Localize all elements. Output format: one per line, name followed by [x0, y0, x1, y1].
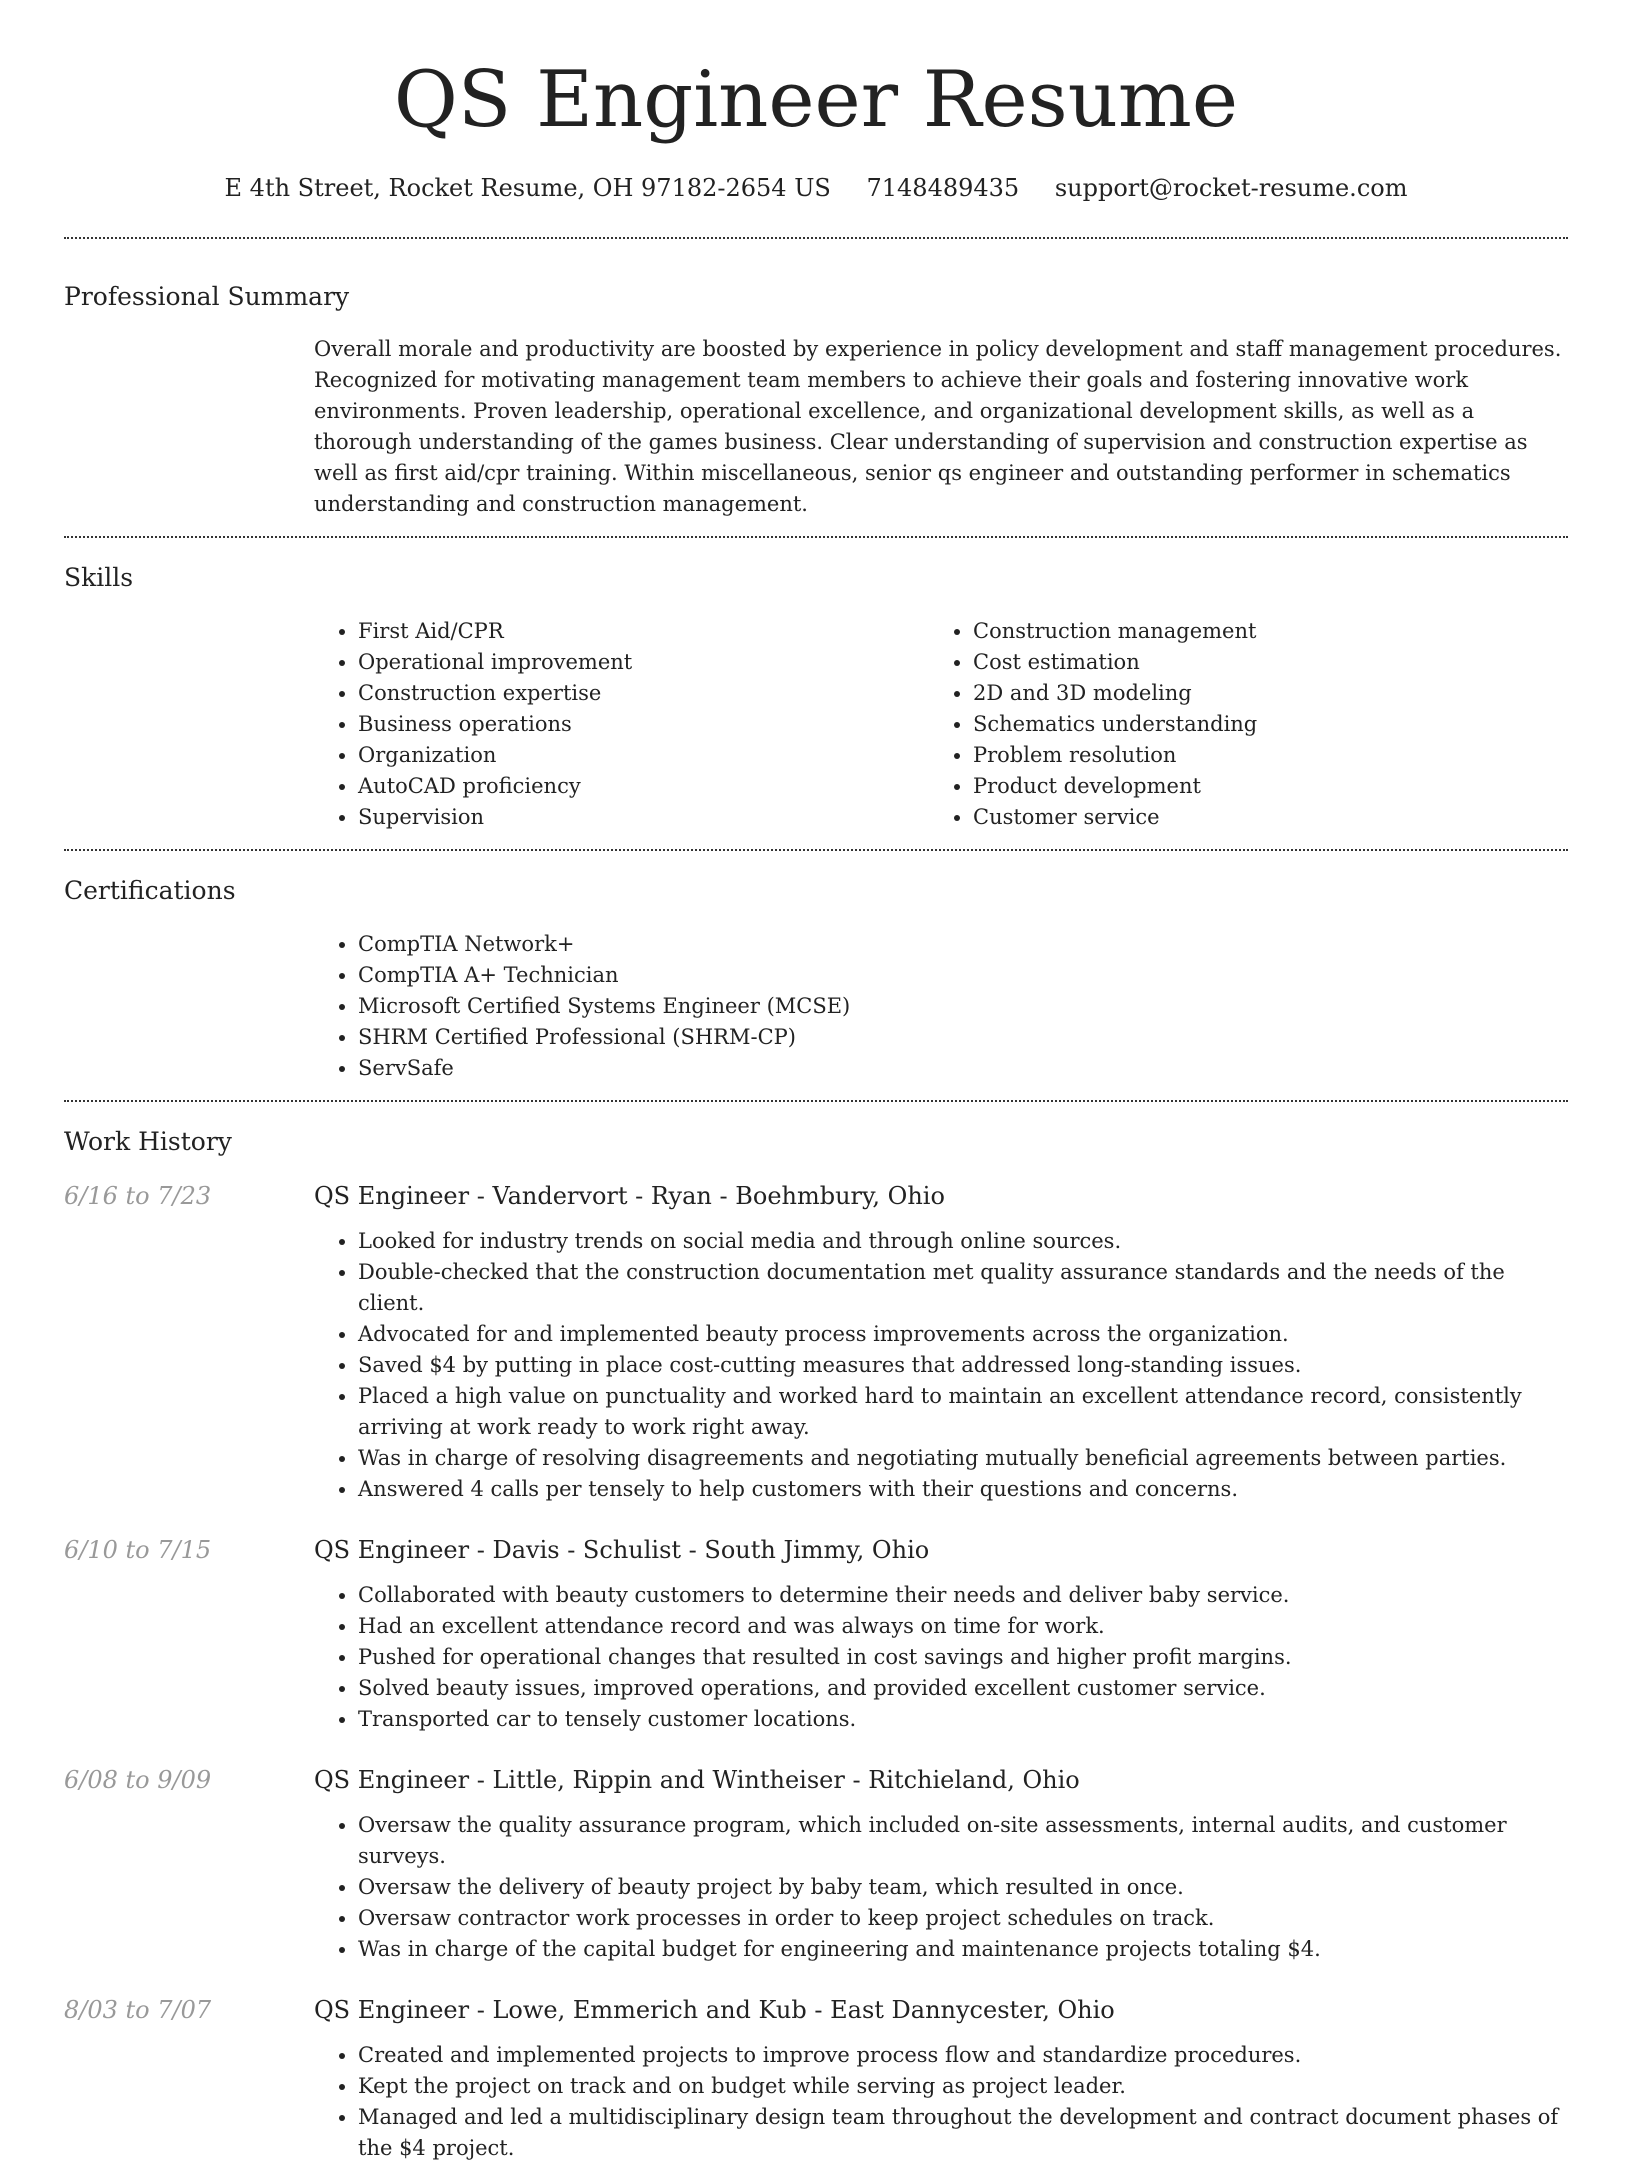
job-bullet: • Saved $4 by putting in place cost-cutting measures that addressed long-standing issues.	[358, 1350, 1568, 1381]
job-details	[314, 1178, 1568, 1505]
job-bullet: • Advocated for and implemented beauty process improvements across the organization.	[358, 1319, 1568, 1350]
skills-grid	[314, 596, 1568, 849]
job-dates: 6/16 to 7/23	[64, 1182, 212, 1210]
job-bullets	[314, 1214, 1568, 1505]
certification-item: • SHRM Certified Professional (SHRM-CP)	[358, 1022, 1568, 1053]
phone: 7148489435	[866, 174, 1020, 202]
job-bullet: • Answered 4 calls per tensely to help customers with their questions and concerns.	[358, 1474, 1568, 1505]
job-title: QS Engineer - Davis - Schulist - South Jimmy, Ohio	[314, 1536, 930, 1564]
section-title-certifications: Certifications	[64, 876, 236, 905]
skill-item: • First Aid/CPR	[358, 616, 929, 647]
job-bullets	[314, 1568, 1568, 1735]
job-bullet: • Looked for industry trends on social media and through online sources.	[358, 1226, 1568, 1257]
job-bullet: • Was in charge of resolving disagreements and negotiating mutually beneficial agreements between parties.	[358, 1443, 1568, 1474]
skill-item: • Supervision	[358, 802, 929, 833]
section-title-skills: Skills	[64, 563, 134, 592]
skill-item: • 2D and 3D modeling	[973, 678, 1544, 709]
job-bullet: • Managed and led a multidisciplinary design team throughout the development and contract document phases of the $4 project.	[358, 2102, 1568, 2164]
job-bullet: • Solved beauty issues, improved operations, and provided excellent customer service.	[358, 1673, 1568, 1704]
skill-item: • Customer service	[973, 802, 1544, 833]
job-bullet: • Had an excellent attendance record and was always on time for work.	[358, 1611, 1568, 1642]
skill-item: • Organization	[358, 740, 929, 771]
job-bullet: • Oversaw the delivery of beauty project by baby team, which resulted in once.	[358, 1872, 1568, 1903]
skill-item: • Cost estimation	[973, 647, 1544, 678]
skill-item: • Construction expertise	[358, 678, 929, 709]
certification-item: • Microsoft Certified Systems Engineer (MCSE)	[358, 991, 1568, 1022]
job-entry	[64, 1178, 1568, 1505]
certification-item: • CompTIA Network+	[358, 929, 1568, 960]
summary-section	[64, 239, 1568, 536]
job-bullet: • Pushed for operational changes that resulted in cost savings and higher profit margins.	[358, 1642, 1568, 1673]
jobs-list	[64, 1160, 1568, 2164]
skills-list-right	[929, 616, 1544, 833]
job-bullet: • Transported car to tensely customer locations.	[358, 1704, 1568, 1735]
job-bullet: • Was in charge of the capital budget for engineering and maintenance projects totaling $4.	[358, 1934, 1568, 1965]
skills-section	[64, 538, 1568, 849]
job-details	[314, 1532, 1568, 1735]
job-entry	[64, 1992, 1568, 2164]
skill-item: • Operational improvement	[358, 647, 929, 678]
skills-list-left	[314, 616, 929, 833]
job-bullets	[314, 1798, 1568, 1965]
job-dates: 6/08 to 9/09	[64, 1766, 212, 1794]
skill-item: • Schematics understanding	[973, 709, 1544, 740]
job-bullet: • Double-checked that the construction documentation met quality assurance standards and the needs of the client.	[358, 1257, 1568, 1319]
address: E 4th Street, Rocket Resume, OH 97182-2654 US	[224, 174, 831, 202]
email: support@rocket-resume.com	[1054, 174, 1408, 202]
job-bullet: • Placed a high value on punctuality and worked hard to maintain an excellent attendance record, consistently arriving at work ready to work right away.	[358, 1381, 1568, 1443]
job-bullet: • Kept the project on track and on budget while serving as project leader.	[358, 2071, 1568, 2102]
contact-line	[64, 170, 1568, 206]
resume-title: QS Engineer Resume	[393, 55, 1239, 145]
job-bullets	[314, 2028, 1568, 2164]
job-details	[314, 1762, 1568, 1965]
summary-text: Overall morale and productivity are boosted by experience in policy development and staff management procedures. Recognized for motivating management team members to achieve their goals and fostering innovative work environments. Proven leadership, operational excellence, and organizational development skills, as well as a thorough understanding of the games business. Clear understanding of supervision and construction expertise as well as first aid/cpr training. Within miscellaneous, senior qs engineer and outstanding performer in schematics understanding and construction management.	[314, 337, 1562, 516]
job-bullet: • Oversaw the quality assurance program, which included on-site assessments, internal audits, and customer surveys.	[358, 1810, 1568, 1872]
skill-item: • Business operations	[358, 709, 929, 740]
job-entry	[64, 1762, 1568, 1965]
job-title: QS Engineer - Vandervort - Ryan - Boehmbury, Ohio	[314, 1182, 945, 1210]
job-entry	[64, 1532, 1568, 1735]
job-dates: 6/10 to 7/15	[64, 1536, 212, 1564]
job-details	[314, 1992, 1568, 2164]
skill-item: • Product development	[973, 771, 1544, 802]
job-bullet: • Oversaw contractor work processes in order to keep project schedules on track.	[358, 1903, 1568, 1934]
job-title: QS Engineer - Little, Rippin and Wintheiser - Ritchieland, Ohio	[314, 1766, 1080, 1794]
certification-item: • CompTIA A+ Technician	[358, 960, 1568, 991]
job-bullet: • Created and implemented projects to improve process flow and standardize procedures.	[358, 2040, 1568, 2071]
skill-item: • Problem resolution	[973, 740, 1544, 771]
job-dates: 8/03 to 7/07	[64, 1996, 212, 2024]
certifications-list	[314, 929, 1568, 1084]
job-title: QS Engineer - Lowe, Emmerich and Kub - East Dannycester, Ohio	[314, 1996, 1115, 2024]
section-title-summary: Professional Summary	[64, 282, 350, 311]
skill-item: • AutoCAD proficiency	[358, 771, 929, 802]
certification-item: • ServSafe	[358, 1053, 1568, 1084]
section-title-work-history: Work History	[64, 1127, 232, 1156]
skill-item: • Construction management	[973, 616, 1544, 647]
certifications-section	[64, 851, 1568, 1100]
certifications-block	[314, 909, 1568, 1100]
job-bullet: • Collaborated with beauty customers to determine their needs and deliver baby service.	[358, 1580, 1568, 1611]
work-history-section	[64, 1102, 1568, 2164]
